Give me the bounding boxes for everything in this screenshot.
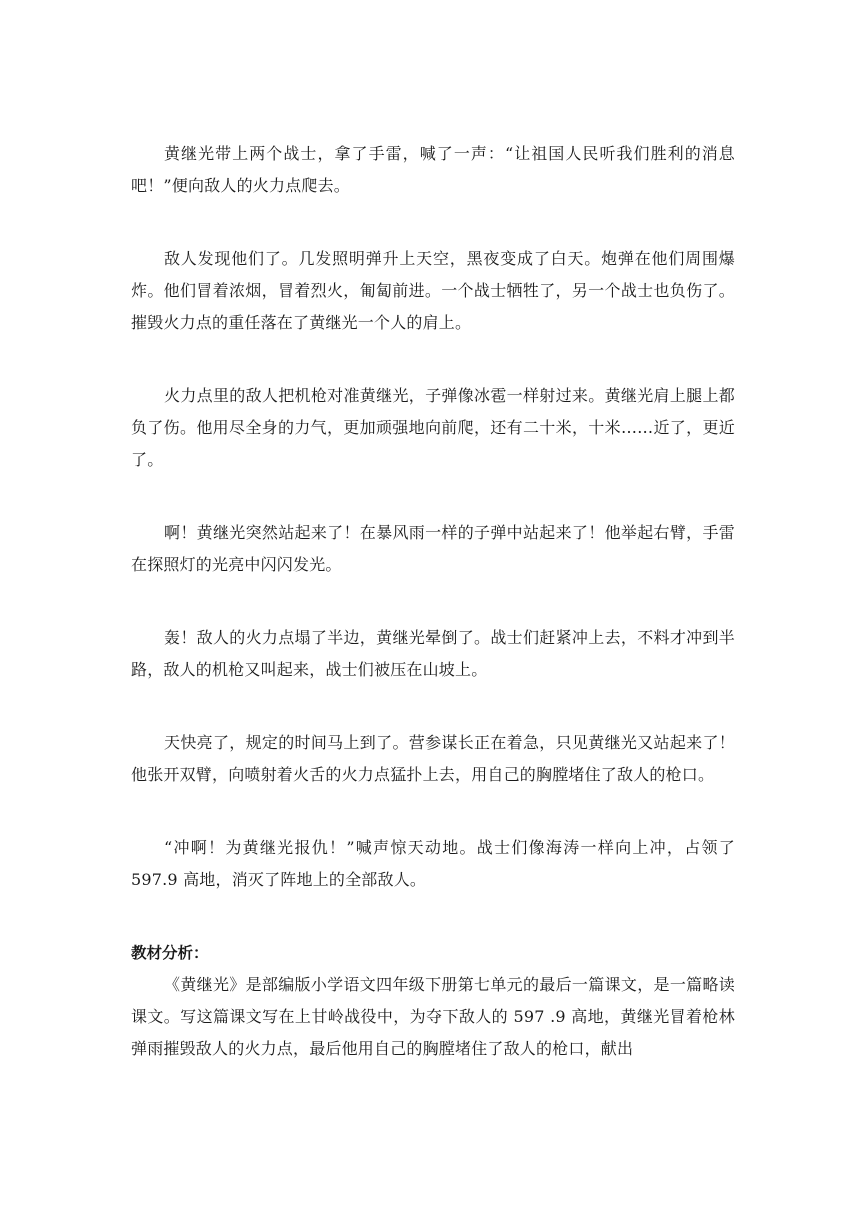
paragraph-4: 啊！黄继光突然站起来了！在暴风雨一样的子弹中站起来了！他举起右臂，手雷在探照灯的光亮中闪闪发光。 xyxy=(131,523,735,574)
analysis-heading: 教材分析： xyxy=(131,944,209,962)
paragraph-3: 火力点里的敌人把机枪对准黄继光，子弹像冰雹一样射过来。黄继光肩上腿上都负了伤。他用尽全身的力气，更加顽强地向前爬，还有二十米，十米……近了，更近了。 xyxy=(131,386,735,469)
document-body xyxy=(131,138,735,1106)
paragraph-7: “冲啊！为黄继光报仇！”喊声惊天动地。战士们像海涛一样向上冲，占领了 597.9 高地，消灭了阵地上的全部敌人。 xyxy=(131,838,735,889)
paragraph-1: 黄继光带上两个战士，拿了手雷，喊了一声：“让祖国人民听我们胜利的消息吧！”便向敌人的火力点爬去。 xyxy=(131,144,735,195)
paragraph-5: 轰！敌人的火力点塌了半边，黄继光晕倒了。战士们赶紧冲上去，不料才冲到半路，敌人的机枪又叫起来，战士们被压在山坡上。 xyxy=(131,628,735,679)
paragraph-2: 敌人发现他们了。几发照明弹升上天空，黑夜变成了白天。炮弹在他们周围爆炸。他们冒着浓烟，冒着烈火，匍匐前进。一个战士牺牲了，另一个战士也负伤了。摧毁火力点的重任落在了黄继光一个人的肩上。 xyxy=(131,249,735,332)
analysis-paragraph: 《黄继光》是部编版小学语文四年级下册第七单元的最后一篇课文，是一篇略读课文。写这篇课文写在上甘岭战役中，为夺下敌人的 597 .9 高地，黄继光冒着枪林弹雨摧毁敌人的火力点，最后他用自己的胸膛堵住了敌人的枪口，献出 xyxy=(131,975,735,1058)
paragraph-6: 天快亮了，规定的时间马上到了。营参谋长正在着急，只见黄继光又站起来了！他张开双臂，向喷射着火舌的火力点猛扑上去，用自己的胸膛堵住了敌人的枪口。 xyxy=(131,733,735,784)
